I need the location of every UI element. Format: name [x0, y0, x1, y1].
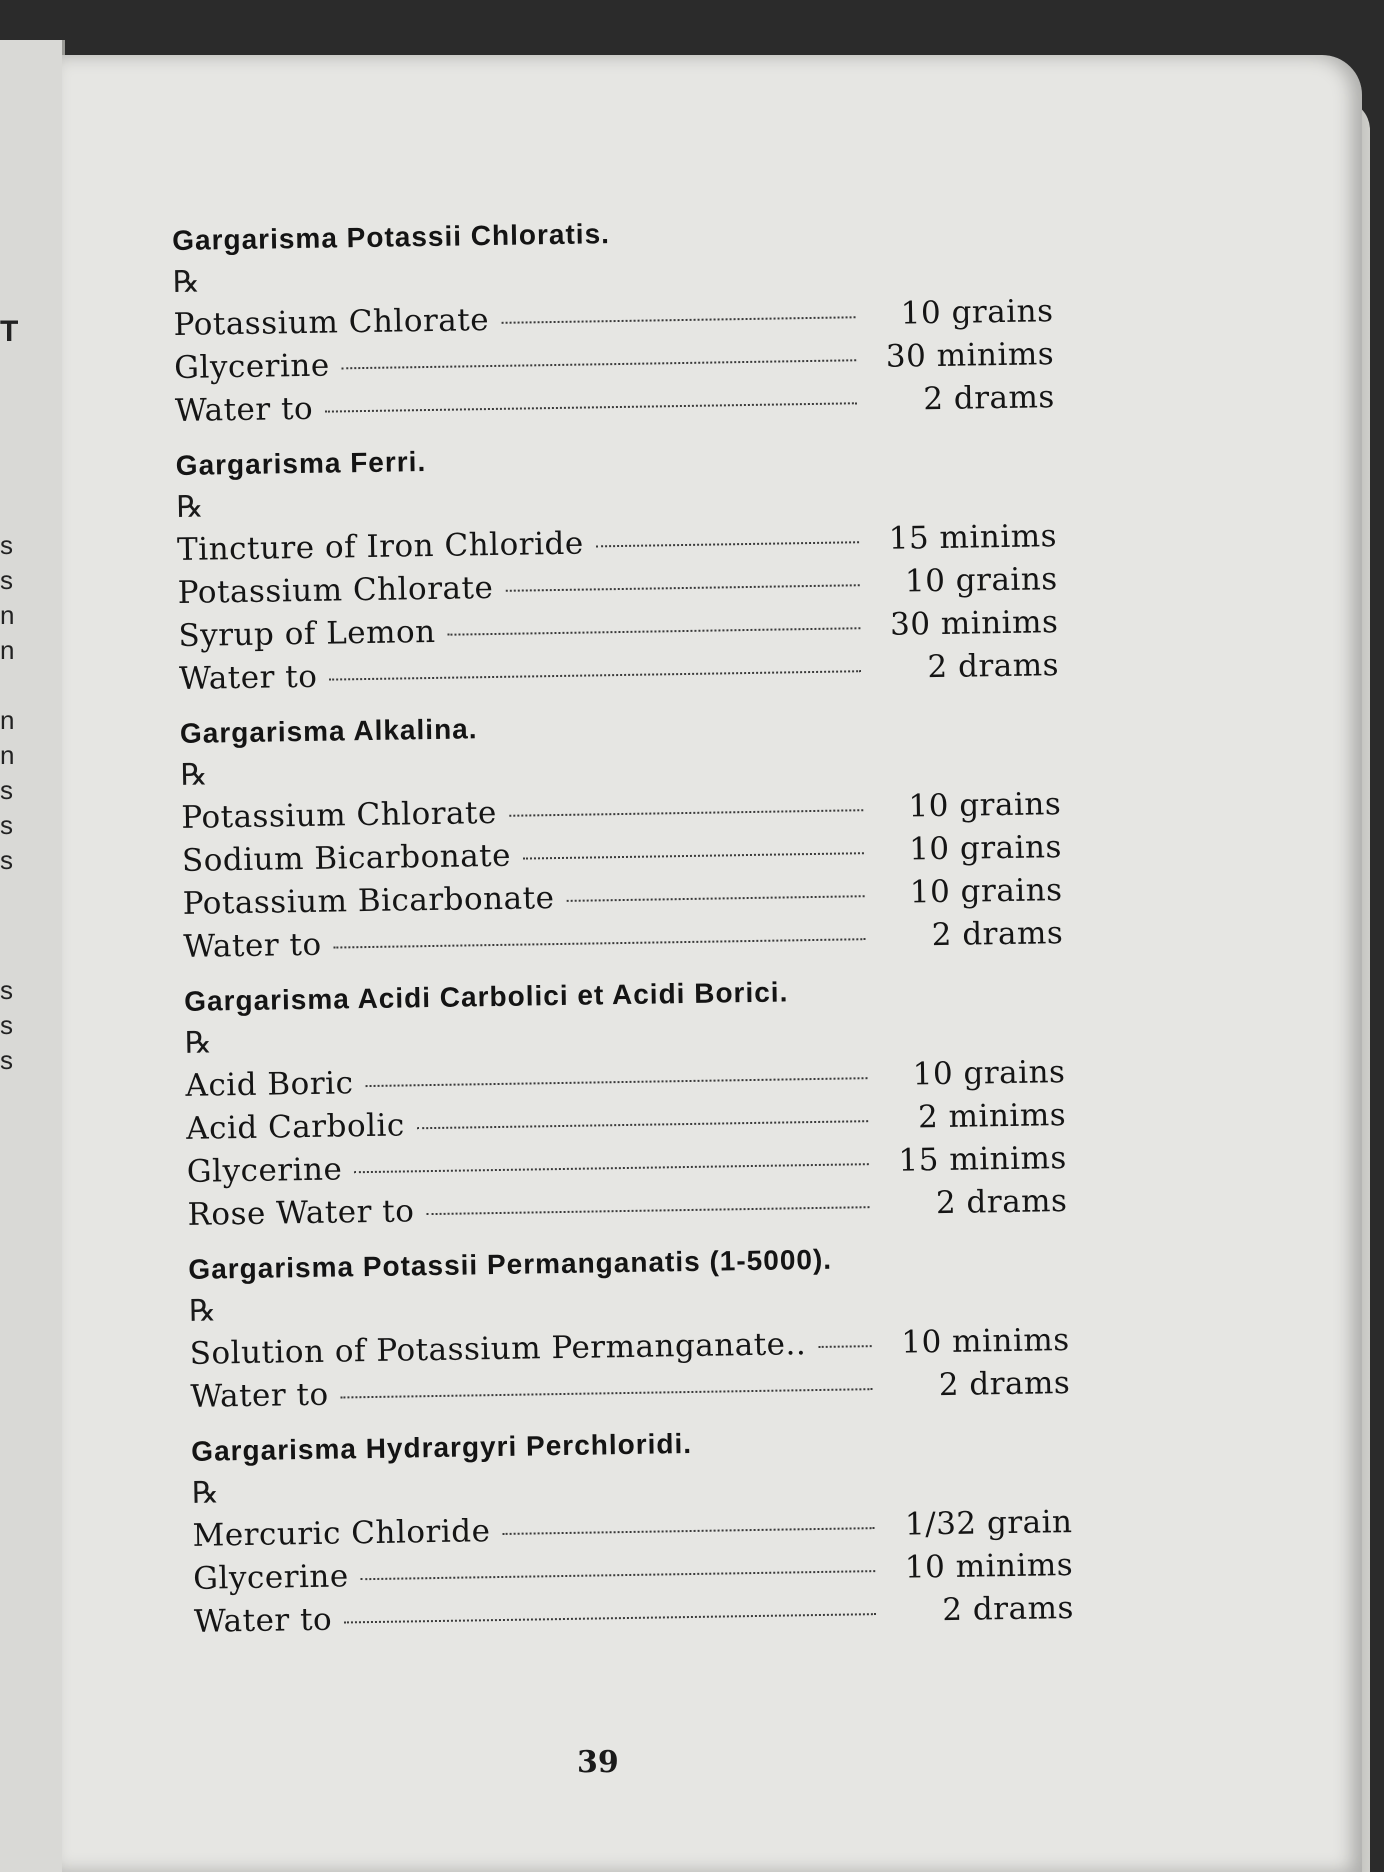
formula-heading: Gargarisma Alkalina. [179, 713, 478, 749]
ingredient-name: Potassium Chlorate [177, 570, 494, 611]
rx-symbol: ℞ [191, 1475, 220, 1511]
ingredient-name: Water to [178, 658, 318, 697]
leader-dots [523, 852, 864, 859]
ingredient-name: Tincture of Iron Chloride [176, 525, 584, 568]
ingredient-quantity: 10 grains [908, 829, 1063, 868]
ingredient-quantity: 10 grains [908, 786, 1062, 825]
left-page-fragment: s [0, 565, 13, 595]
rx-symbol: ℞ [176, 489, 204, 525]
ingredient-name: Potassium Chlorate [181, 794, 498, 836]
ingredient-quantity: 10 minims [904, 1547, 1074, 1586]
ingredient-name: Acid Boric [185, 1065, 354, 1104]
leader-dots [596, 541, 859, 547]
leader-dots [426, 1206, 869, 1215]
leader-dots [417, 1120, 868, 1129]
ingredient-name: Water to [183, 926, 322, 965]
left-page-fragment: s [0, 975, 13, 1005]
ingredient-quantity: 30 minims [885, 336, 1055, 375]
ingredient-quantity: 15 minims [888, 518, 1058, 557]
ingredient-name: Water to [174, 390, 314, 429]
formula-heading: Gargarisma Acidi Carbolici et Acidi Borici. [183, 976, 789, 1017]
leader-dots [818, 1345, 871, 1348]
leader-dots [502, 1527, 874, 1535]
left-page-fragment: s [0, 530, 13, 560]
rx-symbol: ℞ [180, 757, 208, 793]
ingredient-name: Water to [190, 1376, 329, 1415]
left-page-fragment: s [0, 845, 13, 875]
left-page-fragment: s [0, 775, 13, 805]
ingredient-name: Acid Carbolic [185, 1107, 406, 1147]
ingredient-quantity: 10 minims [901, 1322, 1070, 1361]
book-page [62, 55, 1362, 1872]
left-page-fragment: s [0, 1045, 13, 1075]
formula-section [172, 211, 1055, 436]
ingredient-quantity: 15 minims [898, 1140, 1068, 1179]
adjacent-page-strip [0, 40, 65, 1872]
leader-dots [365, 1077, 867, 1087]
ingredient-quantity: 2 drams [927, 647, 1060, 686]
formula-section [191, 1422, 1074, 1647]
left-page-fragment: n [0, 600, 14, 630]
ingredient-name: Sodium Bicarbonate [181, 837, 512, 879]
formula-section [188, 1240, 1071, 1422]
ingredient-name: Syrup of Lemon [178, 613, 436, 654]
ingredient-name: Solution of Potassium Permanganate.. [189, 1326, 807, 1372]
ingredient-quantity: 10 grains [912, 1054, 1066, 1093]
leader-dots [566, 895, 864, 902]
leader-dots [448, 627, 861, 635]
left-page-fragment: s [0, 810, 13, 840]
formula-heading: Gargarisma Potassii Permanganatis (1-5000). [188, 1243, 833, 1285]
formula-heading: Gargarisma Hydrargyri Perchloridi. [191, 1427, 693, 1467]
leader-dots [509, 809, 863, 817]
left-page-fragment: n [0, 705, 14, 735]
left-page-fragment: n [0, 635, 14, 665]
leader-dots [342, 359, 857, 369]
ingredient-quantity: 2 drams [942, 1590, 1075, 1629]
ingredient-quantity: 10 grains [909, 872, 1063, 911]
leader-dots [341, 1388, 873, 1398]
formula-heading: Gargarisma Potassii Chloratis. [172, 218, 611, 256]
ingredient-quantity: 10 grains [904, 561, 1058, 600]
ingredient-quantity: 10 grains [900, 293, 1054, 332]
ingredient-name: Water to [193, 1601, 333, 1640]
ingredient-name: Glycerine [186, 1151, 343, 1190]
ingredient-name: Rose Water to [187, 1193, 415, 1233]
leader-dots [354, 1163, 869, 1173]
formula-heading: Gargarisma Ferri. [175, 446, 427, 481]
leader-dots [344, 1613, 876, 1623]
rx-symbol: ℞ [172, 264, 201, 300]
ingredient-quantity: 2 drams [931, 915, 1064, 954]
ingredient-name: Glycerine [192, 1558, 349, 1597]
leader-dots [329, 670, 861, 680]
ingredient-quantity: 30 minims [889, 604, 1059, 643]
ingredient-name: Potassium Chlorate [173, 302, 490, 343]
rx-symbol: ℞ [184, 1025, 213, 1061]
formula-section [184, 972, 1068, 1240]
left-page-fragment: n [0, 740, 14, 770]
ingredient-quantity: 2 drams [935, 1183, 1068, 1222]
leader-dots [361, 1570, 876, 1580]
rx-symbol: ℞ [188, 1293, 217, 1329]
ingredient-quantity: 2 drams [923, 379, 1056, 418]
formula-section [180, 704, 1064, 972]
leader-dots [334, 938, 866, 948]
ingredient-quantity: 2 minims [917, 1097, 1067, 1136]
left-page-fragment: s [0, 1010, 13, 1040]
leader-dots [501, 316, 855, 324]
page-number: 39 [577, 1745, 619, 1780]
formula-section [176, 436, 1060, 704]
ingredient-name: Mercuric Chloride [192, 1513, 491, 1554]
ingredient-quantity: 2 drams [938, 1365, 1071, 1404]
leader-dots [505, 584, 859, 592]
ingredient-name: Potassium Bicarbonate [182, 880, 555, 922]
recipe-list [172, 211, 1074, 1661]
ingredient-name: Glycerine [173, 347, 330, 386]
left-page-fragment: T [0, 315, 19, 348]
ingredient-quantity: 1/32 grain [904, 1504, 1073, 1543]
leader-dots [325, 402, 857, 412]
